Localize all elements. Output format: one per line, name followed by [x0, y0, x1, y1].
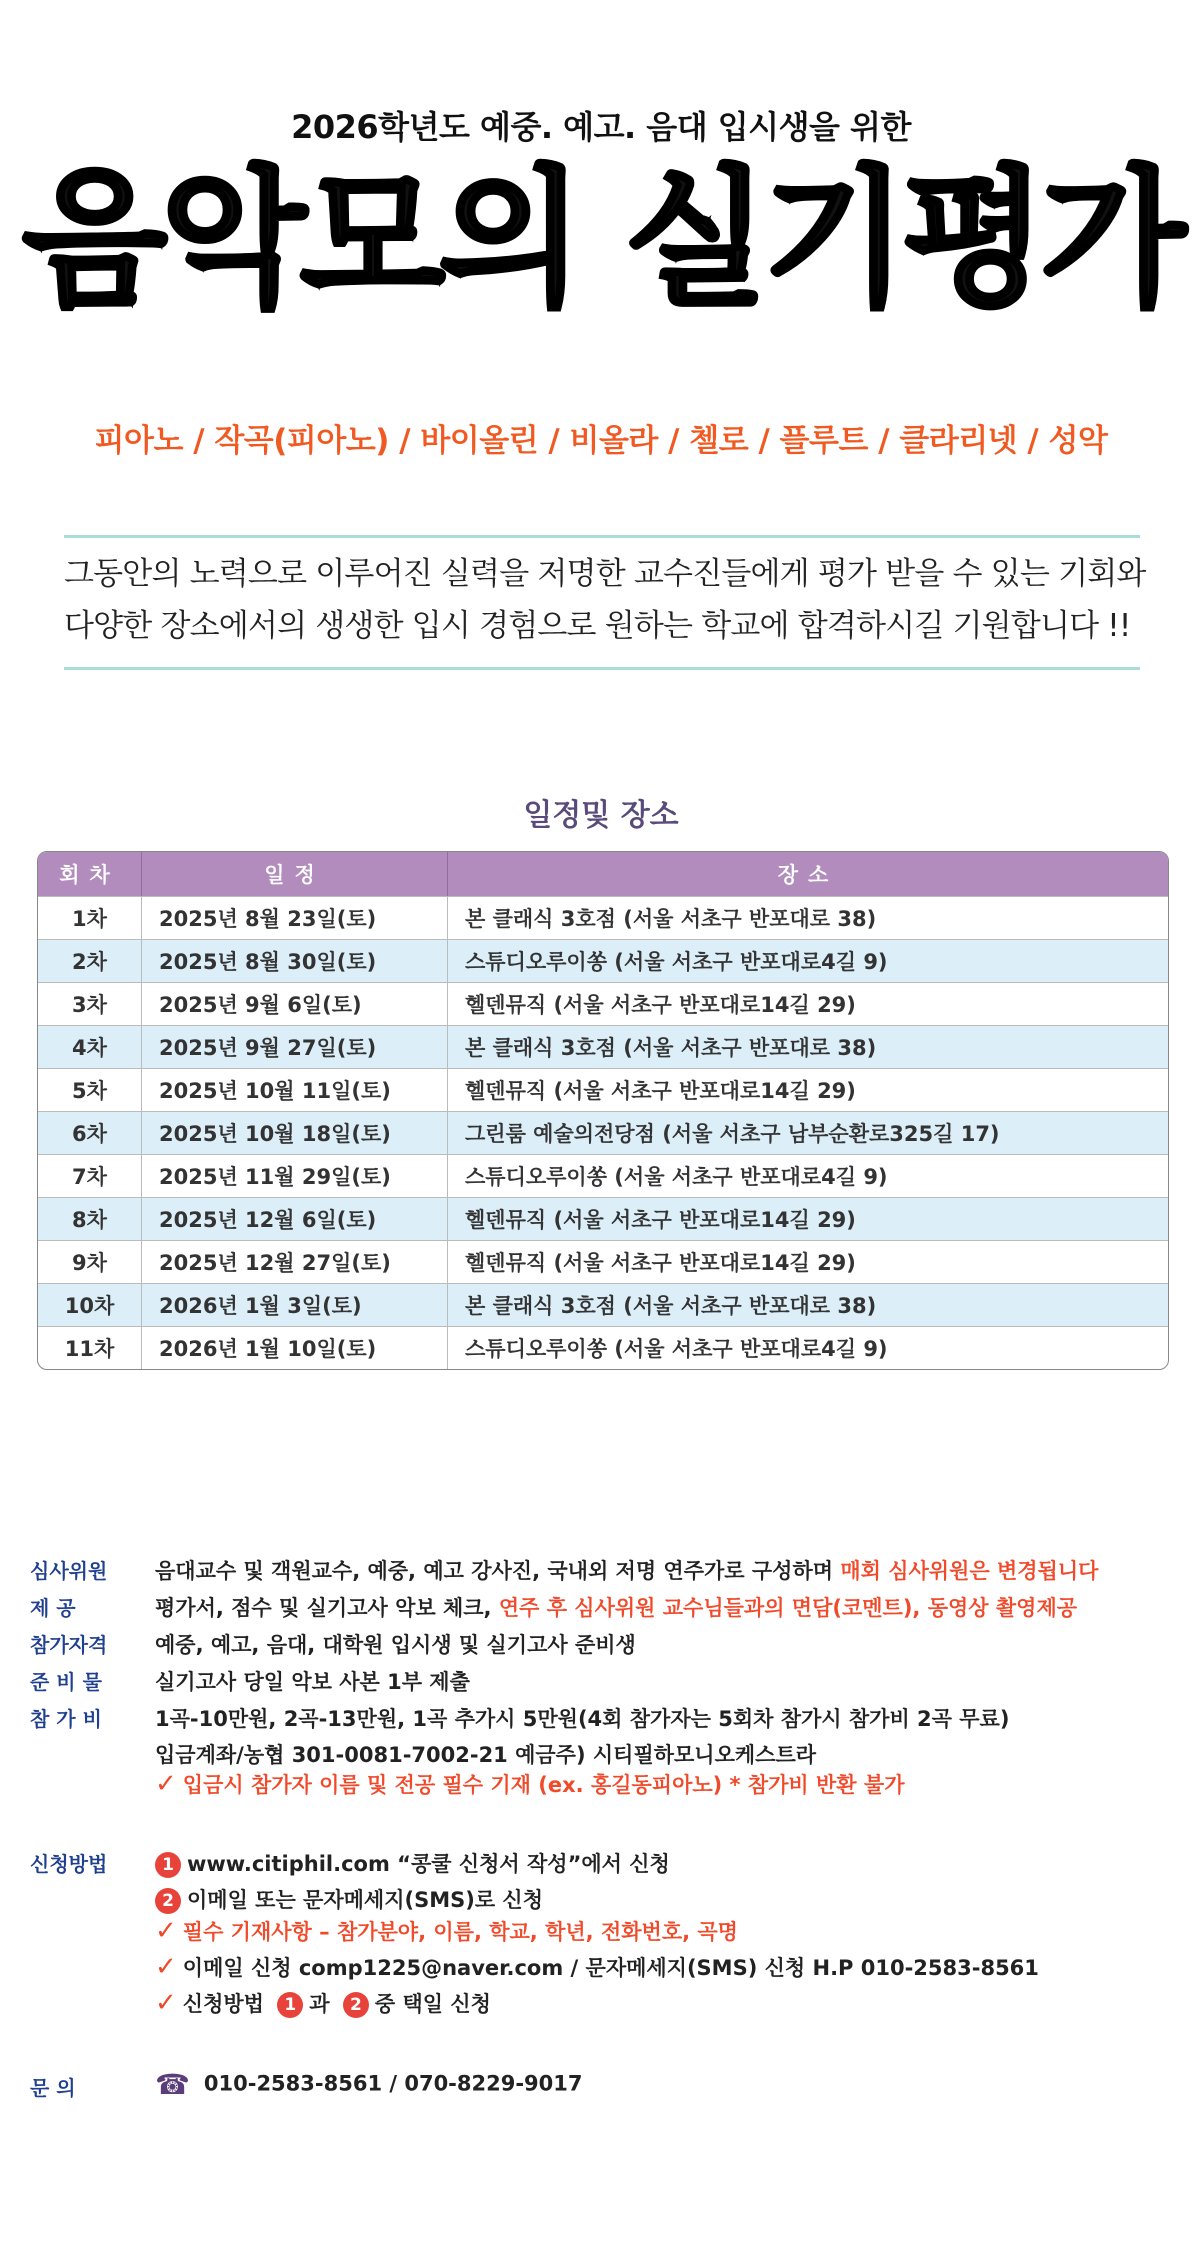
apply-contact-text: 이메일 신청 comp1225@naver.com / 문자메세지(SMS) 신청 H.P 010-2583-8561	[182, 1956, 1039, 1980]
inquiry-section	[30, 2068, 1180, 2112]
round-cell: 9차	[38, 1241, 142, 1283]
header-round: 회차	[38, 852, 142, 896]
intro-text	[64, 548, 1164, 652]
header-date: 일정	[142, 852, 448, 896]
apply-choose	[155, 1988, 491, 2018]
check-icon: ✓	[155, 1988, 177, 2018]
round-cell: 2차	[38, 940, 142, 982]
schedule-title: 일정및 장소	[523, 798, 679, 833]
judges-label: 심사위원	[30, 1559, 108, 1583]
round-cell: 1차	[38, 897, 142, 939]
provide-label: 제 공	[30, 1596, 76, 1620]
apply-choose-prefix: 신청방법	[182, 1992, 264, 2016]
venue-cell: 스튜디오루이쏭 (서울 서초구 반포대로4길 9)	[465, 950, 888, 974]
round-cell: 11차	[38, 1327, 142, 1369]
apply-required	[155, 1916, 738, 1946]
fee-label: 참 가 비	[30, 1707, 102, 1731]
inquiry-phones: 010-2583-8561 / 070-8229-9017	[203, 2071, 583, 2096]
date-cell: 2025년 11월 29일(토)	[142, 1155, 448, 1197]
divider-bottom	[64, 667, 1140, 670]
apply-method-2	[155, 1884, 543, 1914]
date-cell: 2026년 1월 3일(토)	[142, 1284, 448, 1326]
table-row	[38, 1025, 1168, 1068]
prep-value: 실기고사 당일 악보 사본 1부 제출	[155, 1670, 470, 1694]
round-cell: 4차	[38, 1026, 142, 1068]
date-cell: 2025년 10월 11일(토)	[142, 1069, 448, 1111]
table-row	[38, 1283, 1168, 1326]
venue-cell: 본 클래식 3호점 (서울 서초구 반포대로 38)	[465, 1294, 877, 1318]
table-row	[38, 1197, 1168, 1240]
venue-cell: 헬덴뮤직 (서울 서초구 반포대로14길 29)	[465, 1079, 856, 1103]
header-venue: 장소	[777, 863, 839, 887]
venue-cell: 헬덴뮤직 (서울 서초구 반포대로14길 29)	[465, 1251, 856, 1275]
provide-value	[155, 1592, 1077, 1622]
check-icon: ✓	[155, 1952, 177, 1982]
table-row	[38, 896, 1168, 939]
apply-required-text: 필수 기재사항 – 참가분야, 이름, 학교, 학년, 전화번호, 곡명	[182, 1920, 738, 1944]
apply-label: 신청방법	[30, 1852, 108, 1876]
table-row	[38, 982, 1168, 1025]
phone-icon: ☎	[155, 2068, 190, 2101]
apply-contact	[155, 1952, 1039, 1982]
fee-value: 1곡-10만원, 2곡-13만원, 1곡 추가시 5만원(4회 참가자는 5회차 참가시 참가비 2곡 무료)	[155, 1707, 1010, 1731]
round-cell: 6차	[38, 1112, 142, 1154]
prep-label: 준 비 물	[30, 1670, 102, 1694]
apply-method-2-text: 이메일 또는 문자메세지(SMS)로 신청	[187, 1888, 543, 1912]
divider-top	[64, 535, 1140, 538]
date-cell: 2026년 1월 10일(토)	[142, 1327, 448, 1369]
venue-cell: 스튜디오루이쏭 (서울 서초구 반포대로4길 9)	[465, 1337, 888, 1361]
date-cell: 2025년 10월 18일(토)	[142, 1112, 448, 1154]
round-cell: 7차	[38, 1155, 142, 1197]
date-cell: 2025년 9월 6일(토)	[142, 983, 448, 1025]
round-cell: 10차	[38, 1284, 142, 1326]
eligibility-value: 예중, 예고, 음대, 대학원 입시생 및 실기고사 준비생	[155, 1633, 636, 1657]
check-icon: ✓	[155, 1916, 177, 1946]
apply-method-1-text: www.citiphil.com “콩쿨 신청서 작성”에서 신청	[187, 1852, 670, 1876]
number-1-icon: 1	[155, 1852, 181, 1878]
apply-method-1	[155, 1848, 670, 1878]
number-2-icon: 2	[155, 1888, 181, 1914]
date-cell: 2025년 8월 30일(토)	[142, 940, 448, 982]
info-section	[30, 1555, 1180, 1855]
intro-line-1: 그동안의 노력으로 이루어진 실력을 저명한 교수진들에게 평가 받을 수 있는 기회와	[64, 556, 1146, 592]
date-cell: 2025년 8월 23일(토)	[142, 897, 448, 939]
judges-note: 매회 심사위원은 변경됩니다	[840, 1559, 1099, 1583]
schedule-table	[37, 851, 1169, 1370]
table-row	[38, 1240, 1168, 1283]
intro-line-2: 다양한 장소에서의 생생한 입시 경험으로 원하는 학교에 합격하시길 기원합니다 !!	[64, 608, 1131, 644]
venue-cell: 헬덴뮤직 (서울 서초구 반포대로14길 29)	[465, 993, 856, 1017]
inquiry-value	[155, 2068, 583, 2101]
deposit-note	[155, 1769, 904, 1799]
provide-note: 연주 후 심사위원 교수님들과의 면담(코멘트), 동영상 촬영제공	[498, 1596, 1078, 1620]
account-value: 입금계좌/농협 301-0081-7002-21 예금주) 시티필하모니오케스트라	[155, 1743, 817, 1767]
apply-choose-suffix: 중 택일 신청	[374, 1992, 491, 2016]
check-icon: ✓	[155, 1769, 177, 1799]
date-cell: 2025년 9월 27일(토)	[142, 1026, 448, 1068]
page-title: 음악모의 실기평가	[22, 153, 1180, 327]
round-cell: 5차	[38, 1069, 142, 1111]
date-cell: 2025년 12월 6일(토)	[142, 1198, 448, 1240]
venue-cell: 헬덴뮤직 (서울 서초구 반포대로14길 29)	[465, 1208, 856, 1232]
venue-cell: 본 클래식 3호점 (서울 서초구 반포대로 38)	[465, 907, 877, 931]
instrument-list: 피아노 / 작곡(피아노) / 바이올린 / 비올라 / 첼로 / 플루트 / 클라리넷 / 성악	[94, 423, 1108, 459]
table-row	[38, 1111, 1168, 1154]
deposit-note-text: 입금시 참가자 이름 및 전공 필수 기재 (ex. 홍길동피아노) * 참가비 반환 불가	[182, 1773, 905, 1797]
round-cell: 8차	[38, 1198, 142, 1240]
judges-value	[155, 1555, 1098, 1585]
table-row	[38, 1068, 1168, 1111]
number-1-icon: 1	[277, 1992, 303, 2018]
venue-cell: 본 클래식 3호점 (서울 서초구 반포대로 38)	[465, 1036, 877, 1060]
date-cell: 2025년 12월 27일(토)	[142, 1241, 448, 1283]
judges-text: 음대교수 및 객원교수, 예중, 예고 강사진, 국내외 저명 연주가로 구성하며	[155, 1559, 834, 1583]
apply-section	[30, 1848, 1180, 2038]
venue-cell: 스튜디오루이쏭 (서울 서초구 반포대로4길 9)	[465, 1165, 888, 1189]
table-row	[38, 939, 1168, 982]
number-2-icon: 2	[343, 1992, 369, 2018]
venue-cell: 그린룸 예술의전당점 (서울 서초구 남부순환로325길 17)	[465, 1122, 1000, 1146]
table-row	[38, 1154, 1168, 1197]
round-cell: 3차	[38, 983, 142, 1025]
provide-text: 평가서, 점수 및 실기고사 악보 체크,	[155, 1596, 492, 1620]
table-row	[38, 1326, 1168, 1369]
event-subtitle: 2026학년도 예중. 예고. 음대 입시생을 위한	[291, 108, 911, 146]
apply-choose-mid: 과	[309, 1992, 330, 2016]
inquiry-label: 문 의	[30, 2076, 76, 2100]
eligibility-label: 참가자격	[30, 1633, 108, 1657]
schedule-header-row	[38, 852, 1168, 896]
